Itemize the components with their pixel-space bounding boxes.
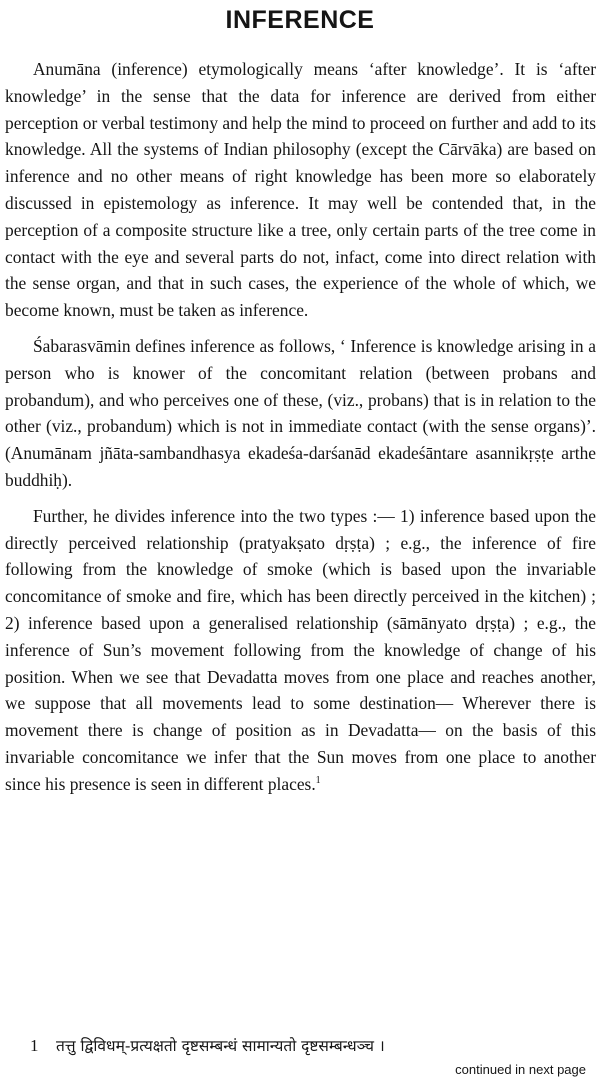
footnote-reference[interactable]: 1 <box>315 774 321 786</box>
paragraph-2: Śabarasvāmin defines inference as follows, ‘ Inference is knowledge arising in a person who is knower of the concomitant relation (between probans and probandum), and who perceives one of these, (viz., probans) that is in relation to the other (viz., probandum) which is not in immediate contact (with the sense organs)’. (Anumānam jñāta-sambandhasya ekadeśa-darśanād ekadeśāntare asannikṛṣṭe arthe buddhiḥ). <box>5 335 596 490</box>
paragraph-1: Anumāna (inference) etymologically means ‘after knowledge’. It is ‘after knowledge’ in the sense that the data for inference are derived from either perception or verbal testimony and help the mind to proceed on further and add to its knowledge. All the systems of Indian philosophy (except the Cārvāka) are based on inference and no other means of right knowledge has been more so elaborately discussed in epistemology as inference. It may well be contended that, in the perception of a composite structure like a tree, only certain parts of the tree come in contact with the eye and several parts do not, infact, come into direct relation with the sense organ, and that in such cases, the experience of the whole of which, we become known, must be taken as inference. <box>5 59 596 321</box>
paragraph-3 <box>5 503 596 798</box>
footnote-number: 1 <box>30 1036 39 1055</box>
continued-note: continued in next page <box>455 1062 586 1077</box>
footnote <box>30 1035 590 1057</box>
paragraph-3-text: Further, he divides inference into the two types :— 1) inference based upon the directly perceived relationship (pratyakṣato dṛṣṭa) ; e.g., the inference of fire following from the knowledge of smoke (which is based upon the invariable concomitance of smoke and fire, which has been directly perceived in the kitchen) ; 2) inference based upon a generalised relationship (sāmānyato dṛṣṭa) ; e.g., the inference of Sun’s movement following from the knowledge of change of his position. When we see that Devadatta moves from one place and reaches another, we suppose that all movements lead to some destination— Wherever there is movement there is change of position as in Devadatta— on the basis of this invariable concomitance we infer that the Sun moves from one place to another since his presence is seen in different places. <box>5 505 596 794</box>
page-title: INFERENCE <box>225 6 375 34</box>
footnote-text: तत्तु द्विविधम्-प्रत्यक्षतो दृष्टसम्बन्धं सामान्यतो दृष्टसम्बन्धञ्च । <box>56 1037 385 1055</box>
body-text <box>5 56 596 798</box>
